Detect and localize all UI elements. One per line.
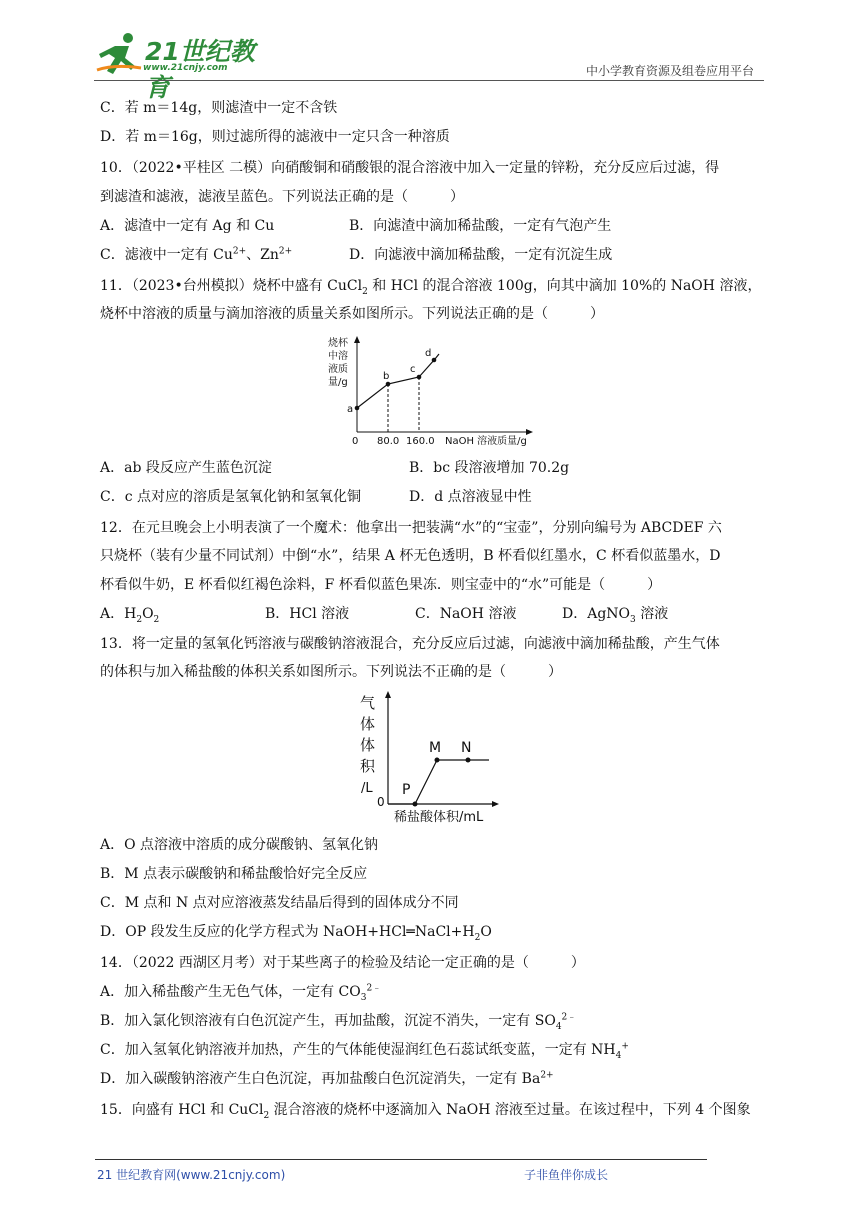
q11-option-c: C．c 点对应的溶质是氢氧化钠和氢氧化铜: [100, 489, 362, 505]
runner-logo-icon: [95, 30, 145, 78]
q13-ylabel-2: 体: [360, 715, 376, 733]
q13-label-m: M: [429, 740, 442, 756]
q12-stem-line2: 只烧杯（装有少量不同试剂）中倒“水”，结果 A 杯无色透明，B 杯看似红墨水，C 杯看似蓝墨水，D: [100, 548, 721, 564]
q14-option-d: D．加入碳酸钠溶液产生白色沉淀，再加盐酸白色沉淀消失，一定有 $Ba^{2+}$: [100, 1070, 554, 1087]
q11-label-d: d: [425, 348, 432, 359]
q13-stem-line2: 的体积与加入稀盐酸的体积关系如图所示。下列说法不正确的是（ ）: [100, 664, 562, 680]
q13-point-p: [413, 802, 418, 807]
q13-point-m: [435, 758, 440, 763]
q10-stem-line1: 10．（2022•平桂区 二模）向硝酸铜和硝酸银的混合溶液中加入一定量的锌粉，充分反应后过滤，得: [100, 160, 720, 176]
q14-option-c: C．加入氢氧化钠溶液并加热，产生的气体能使湿润红色石蕊试纸变蓝，一定有 $NH_4^+$: [100, 1041, 629, 1061]
q11-ylabel-4: 量/g: [328, 377, 348, 388]
q12-option-b: B．HCl 溶液: [265, 606, 350, 622]
logo-url: www.21cnjy.com: [143, 63, 228, 73]
q11-tick-160: 160.0: [406, 436, 435, 447]
q13-ylabel-1: 气: [360, 694, 376, 712]
q13-option-d: D．OP 段发生反应的化学方程式为 $NaOH+HCl═NaCl+H_2O$: [100, 924, 492, 943]
q14-stem: 14．（2022 西湖区月考）对于某些离子的检验及结论一定正确的是（ ）: [100, 955, 585, 971]
q13-chart: [358, 690, 508, 825]
q11-y-arrow: [354, 336, 360, 343]
header-platform-text: 中小学教育资源及组卷应用平台: [585, 64, 754, 78]
q15-stem-line1: 15．向盛有 HCl 和 CuCl$_2$ 混合溶液的烧杯中逐滴加入 NaOH 溶液至过量。在该过程中，下列 4 个图象: [100, 1102, 751, 1121]
q11-ylabel-1: 烧杯: [328, 338, 348, 349]
q13-option-a: A．O 点溶液中溶质的成分碳酸钠、氢氧化钠: [100, 837, 379, 853]
q13-y-arrow: [385, 691, 391, 698]
q11-origin: 0: [352, 436, 359, 447]
q12-stem-line1: 12．在元旦晚会上小明表演了一个魔术：他拿出一把装满“水”的“宝壶”，分别向编号为 ABCDEF 六: [100, 520, 722, 536]
q11-xlabel: NaOH 溶液质量/g: [445, 436, 527, 447]
q11-ylabel-3: 液质: [328, 364, 348, 375]
q9-option-d: D．若 m＝16g，则过滤所得的滤液中一定只含一种溶质: [100, 129, 450, 145]
footer-divider: [95, 1159, 707, 1160]
q13-xlabel: 稀盐酸体积/mL: [394, 810, 484, 825]
q13-point-n: [466, 758, 471, 763]
q11-label-a: a: [347, 404, 354, 415]
q12-option-c: C．NaOH 溶液: [415, 606, 517, 622]
footer-site-link[interactable]: 21 世纪教育网(www.21cnjy.com): [97, 1168, 286, 1182]
q13-stem-line1: 13．将一定量的氢氧化钙溶液与碳酸钠溶液混合，充分反应后过滤，向滤液中滴加稀盐酸，产生气体: [100, 636, 720, 652]
q14-option-b: B．加入氯化钡溶液有白色沉淀产生，再加盐酸，沉淀不消失，一定有 $SO_4^{2﹣}$: [100, 1012, 577, 1032]
q11-label-b: b: [383, 371, 390, 382]
q9-option-c: C．若 m＝14g，则滤渣中一定不含铁: [100, 100, 338, 116]
q12-stem-line3: 杯看似牛奶，E 杯看似红褐色涂料，F 杯看似蓝色果冻．则宝壶中的“水”可能是（ ）: [100, 577, 662, 593]
q11-option-b: B．bc 段溶液增加 70.2g: [409, 460, 570, 476]
q13-origin: 0: [377, 795, 385, 809]
q12-option-a: A．$H_2O_2$: [100, 606, 160, 625]
q10-option-c: C．滤液中一定有 $Cu^{2+}$、$Zn^{2+}$: [100, 246, 293, 263]
q11-option-a: A．ab 段反应产生蓝色沉淀: [100, 460, 272, 476]
q13-option-c: C．M 点和 N 点对应溶液蒸发结晶后得到的固体成分不同: [100, 895, 459, 911]
q11-x-arrow: [526, 429, 533, 435]
q10-option-d: D．向滤液中滴加稀盐酸，一定有沉淀生成: [349, 247, 613, 263]
q10-stem-line2: 到滤渣和滤液，滤液呈蓝色。下列说法正确的是（ ）: [100, 189, 464, 205]
q13-option-b: B．M 点表示碳酸钠和稀盐酸恰好完全反应: [100, 866, 368, 882]
site-logo: [95, 30, 265, 102]
footer-slogan: 子非鱼伴你成长: [524, 1168, 609, 1182]
q13-label-p: P: [402, 782, 411, 798]
q14-option-a: A．加入稀盐酸产生无色气体，一定有 $CO_3^{2﹣}$: [100, 983, 382, 1003]
q10-option-a: A．滤渣中一定有 Ag 和 Cu: [100, 218, 275, 234]
q11-tick-80: 80.0: [377, 436, 400, 447]
q11-point-c: [417, 375, 422, 380]
header-divider: [94, 80, 764, 81]
q11-label-c: c: [410, 364, 416, 375]
q13-label-n: N: [461, 740, 472, 756]
q11-point-d: [432, 358, 437, 363]
q13-ylabel-4: 积: [360, 757, 376, 775]
q11-point-b: [386, 382, 391, 387]
logo-text: 21世纪教育: [145, 37, 255, 102]
q11-ylabel-2: 中溶: [328, 351, 348, 362]
q13-ylabel-5: /L: [361, 781, 373, 796]
q10-option-b: B．向滤渣中滴加稀盐酸，一定有气泡产生: [349, 218, 612, 234]
q13-ylabel-3: 体: [360, 736, 376, 754]
q13-x-arrow: [492, 801, 499, 807]
q11-option-d: D．d 点溶液显中性: [409, 489, 532, 505]
q12-option-d: D．AgNO$_3$ 溶液: [562, 606, 669, 625]
q11-stem-line1: 11．（2023•台州模拟）烧杯中盛有 CuCl$_2$ 和 HCl 的混合溶液 100g，向其中滴加 10%的 NaOH 溶液，: [100, 278, 762, 297]
q11-point-a: [355, 406, 360, 411]
q11-stem-line2: 烧杯中溶液的质量与滴加溶液的质量关系如图所示。下列说法正确的是（ ）: [100, 306, 604, 322]
q11-chart: [325, 336, 540, 448]
q11-curve: [357, 354, 439, 408]
